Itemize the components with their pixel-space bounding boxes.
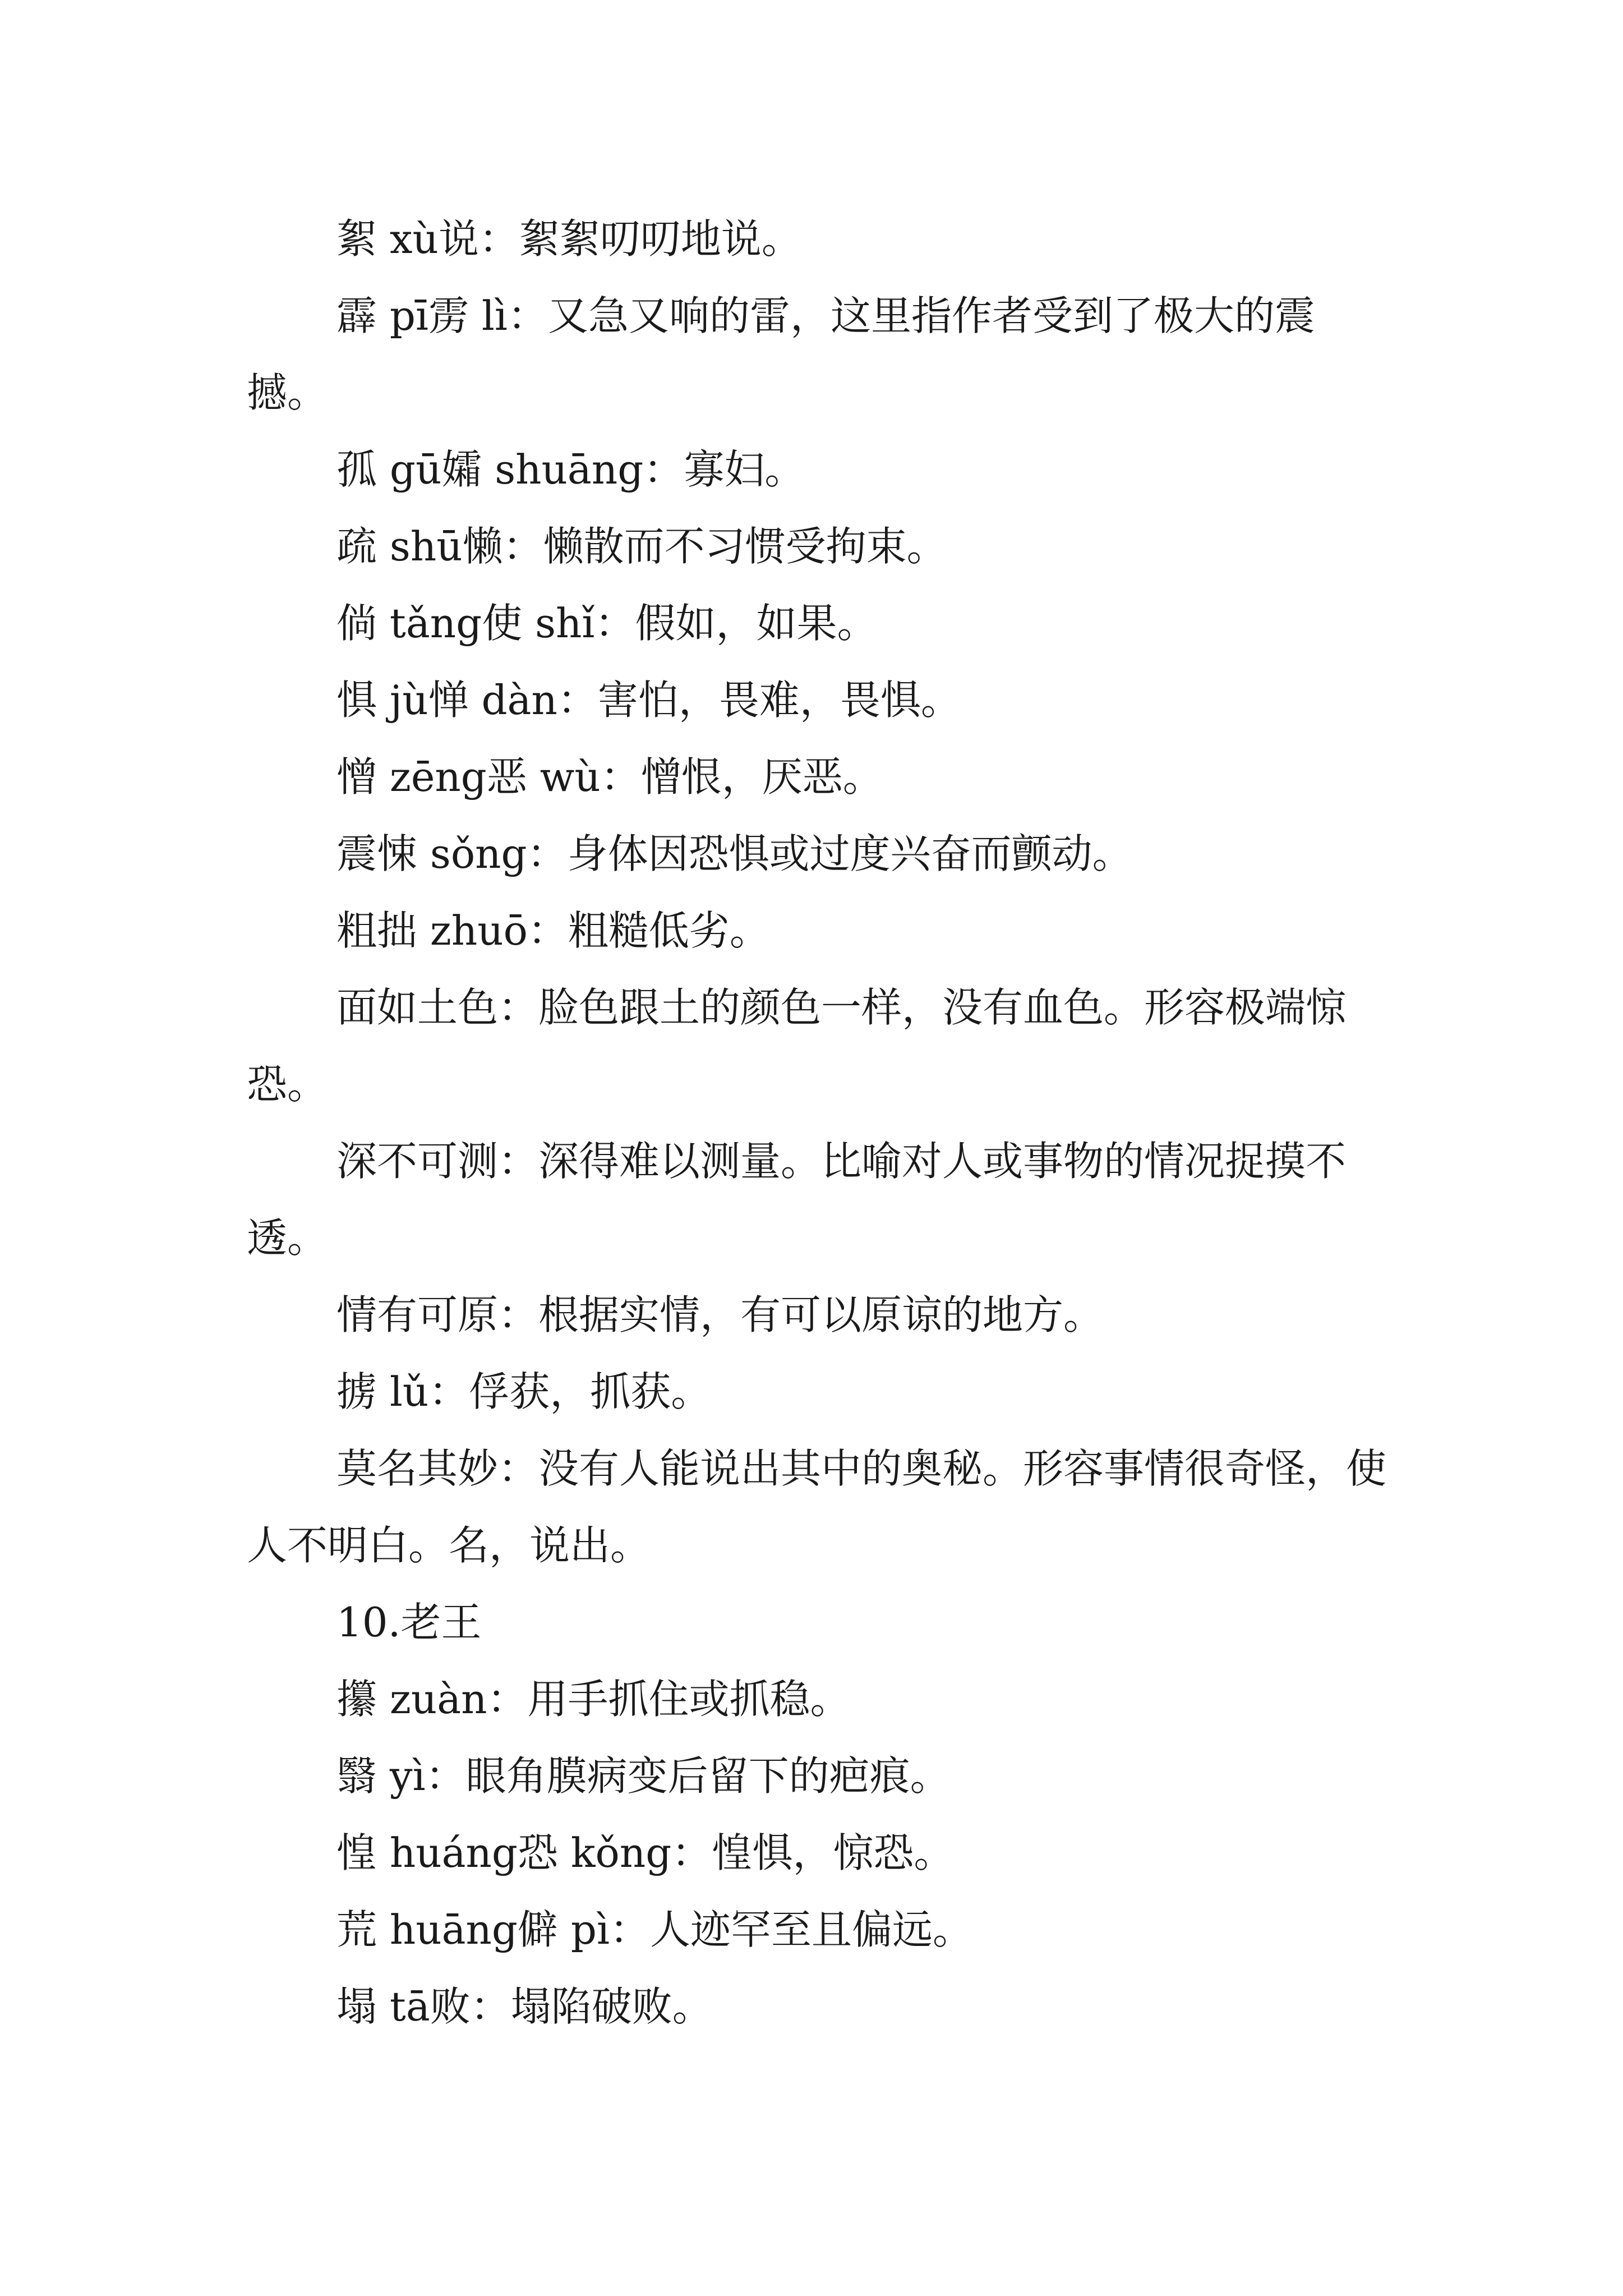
entry-mianrutuse: 面如土色：脸色跟土的颜色一样，没有血色。形容极端惊恐。 [247,984,1347,1108]
entry-zhensong: 震悚 sǒng：身体因恐惧或过度兴奋而颤动。 [336,830,1133,877]
entry-zuan: 攥 zuàn：用手抓住或抓稳。 [336,1676,851,1723]
entry-shulan: 疏 shū懒：懒散而不习惯受拘束。 [336,523,947,570]
entry-huangpi: 荒 huāng僻 pì：人迹罕至且偏远。 [336,1906,974,1953]
entry-tabai: 塌 tā败：塌陷破败。 [336,1983,713,2030]
entry-lu: 掳 lǔ：俘获，抓获。 [336,1368,712,1415]
section-heading-laowang: 10.老王 [336,1599,482,1646]
entry-xushuo: 絮 xù说：絮絮叨叨地说。 [336,215,802,263]
vocabulary-list [247,201,1391,2045]
entry-shenbukece: 深不可测：深得难以测量。比喻对人或事物的情况捉摸不透。 [247,1138,1347,1262]
entry-huangkong: 惶 huáng恐 kǒng：惶惧，惊恐。 [336,1829,955,1876]
entry-qingyoukeyuan: 情有可原：根据实情，有可以原谅的地方。 [336,1291,1104,1338]
entry-tangshi: 倘 tǎng使 shǐ：假如，如果。 [336,600,878,647]
entry-gushuang: 孤 gū孀 shuāng：寡妇。 [336,446,805,493]
entry-zengwu: 憎 zēng恶 wù：憎恨，厌恶。 [336,753,883,800]
entry-yi: 翳 yì：眼角膜病变后留下的疤痕。 [336,1752,951,1800]
entry-momingqimiao: 莫名其妙：没有人能说出其中的奥秘。形容事情很奇怪，使人不明白。名，说出。 [247,1445,1387,1569]
entry-judan: 惧 jù惮 dàn：害怕，畏难，畏惧。 [336,677,961,724]
entry-pili: 霹 pī雳 lì：又急又响的雷，这里指作者受到了极大的震撼。 [247,292,1315,416]
entry-cuzhuo: 粗拙 zhuō：粗糙低劣。 [336,907,770,954]
